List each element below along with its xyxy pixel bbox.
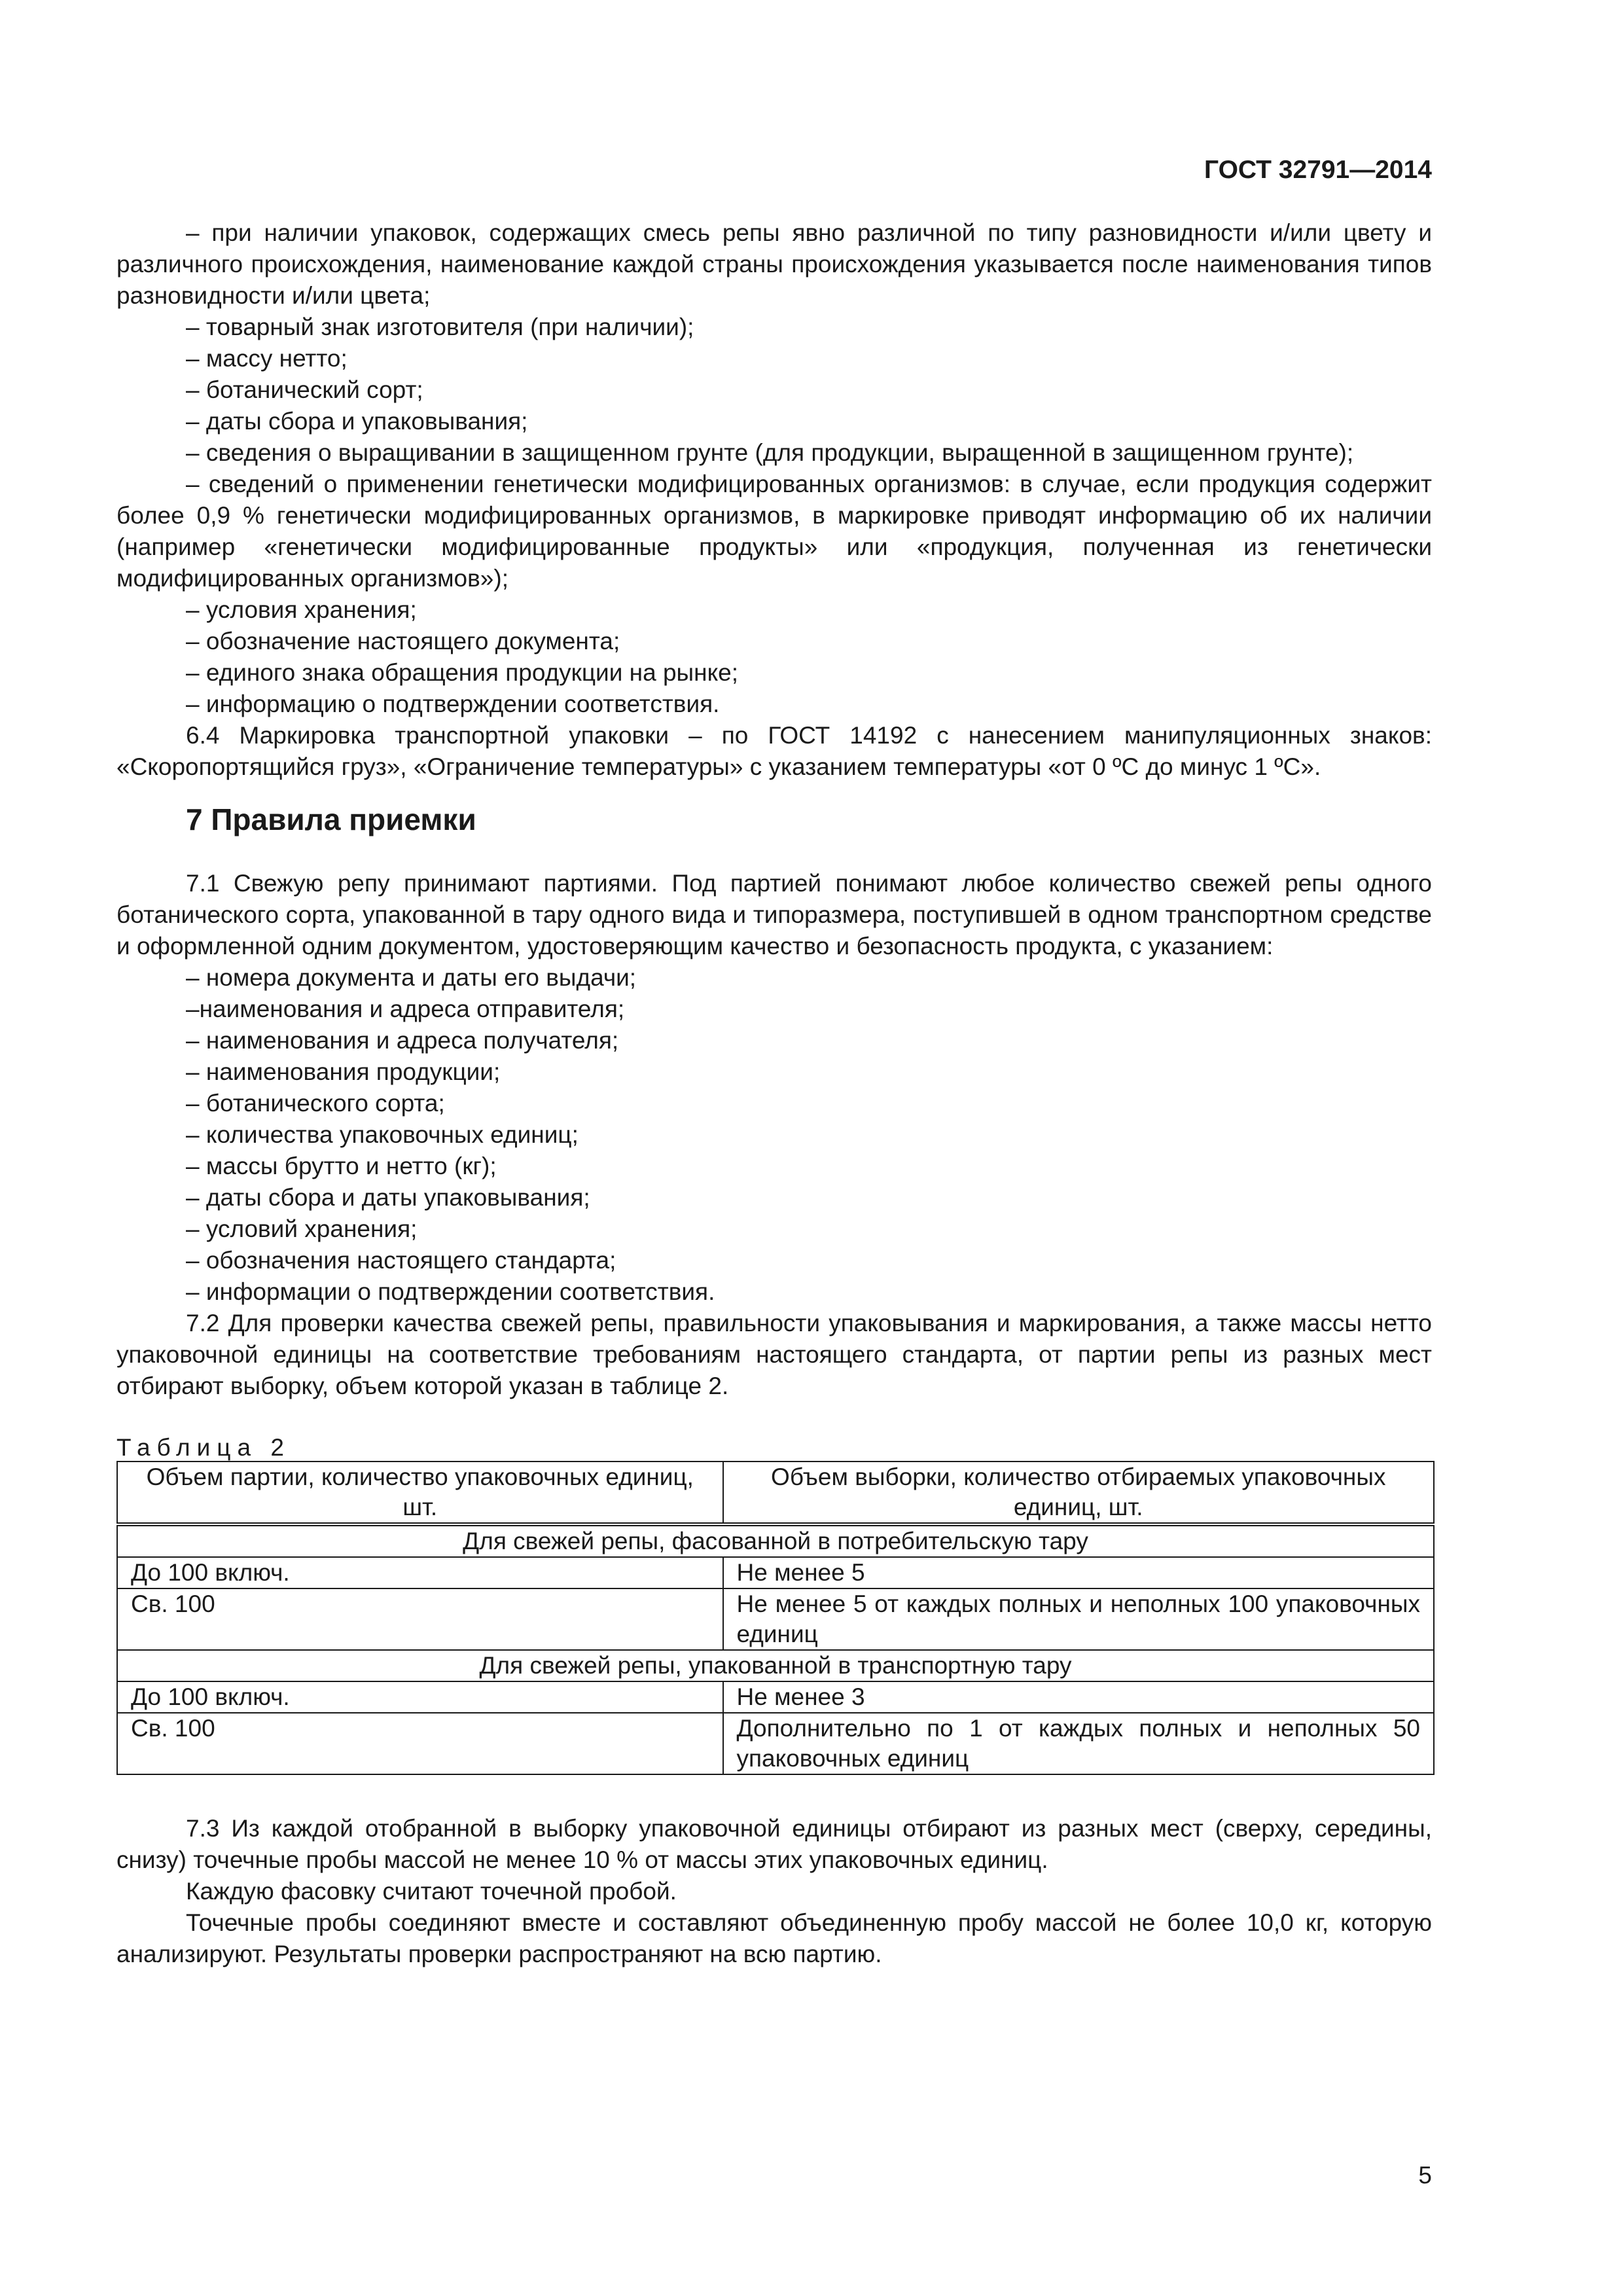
list-item: – условий хранения; bbox=[186, 1215, 418, 1242]
list-item: –наименования и адреса отправителя; bbox=[186, 996, 625, 1022]
table-cell: Не менее 5 от каждых полных и неполных 100 упаковочных единиц bbox=[723, 1588, 1434, 1650]
table-cell: Не менее 3 bbox=[723, 1681, 1434, 1713]
table-cell: Св. 100 bbox=[117, 1713, 723, 1774]
paragraph-7-3: 7.3 Из каждой отобранной в выборку упаковочной единицы отбирают из разных мест (сверху, середины, снизу) точечные пробы массой не менее 10 % от массы этих упаковочных единиц. bbox=[116, 1815, 1432, 1873]
table-cell: Дополнительно по 1 от каждых полных и неполных 50 упаковочных единиц bbox=[723, 1713, 1434, 1774]
list-item: – даты сбора и упаковывания; bbox=[186, 408, 528, 435]
table-group-title: Для свежей репы, фасованной в потребительскую тару bbox=[117, 1524, 1434, 1557]
table-group-row bbox=[117, 1524, 1434, 1557]
list-item: – номера документа и даты его выдачи; bbox=[186, 964, 637, 991]
table-cell: До 100 включ. bbox=[117, 1681, 723, 1713]
table-row bbox=[117, 1681, 1434, 1713]
list-item: – наименования и адреса получателя; bbox=[186, 1027, 619, 1054]
list-item: – обозначения настоящего стандарта; bbox=[186, 1247, 616, 1274]
page-number: 5 bbox=[1418, 2162, 1432, 2189]
list-item-gmo: – сведений о применении генетически модифицированных организмов: в случае, если продукция содержит более 0,9 % генетически модифицированных организмов, в маркировке приводят информацию об их наличии (например «генетически модифицированные продукты» или «продукция, полученная из генетически модифицированных организмов»); bbox=[116, 471, 1432, 592]
list-item: – массы брутто и нетто (кг); bbox=[186, 1153, 497, 1179]
list-item: – количества упаковочных единиц; bbox=[186, 1121, 579, 1148]
sampling-table bbox=[116, 1461, 1435, 1775]
column-header-sample-size: Объем выборки, количество отбираемых упаковочных единиц, шт. bbox=[723, 1462, 1434, 1524]
list-item: – товарный знак изготовителя (при наличии); bbox=[186, 314, 694, 340]
table-row bbox=[117, 1713, 1434, 1774]
table-caption: Таблица 2 bbox=[116, 1434, 291, 1461]
section-heading-7: 7 Правила приемки bbox=[186, 802, 476, 836]
table-cell: Не менее 5 bbox=[723, 1557, 1434, 1588]
table-group-row bbox=[117, 1650, 1434, 1681]
table-row bbox=[117, 1557, 1434, 1588]
paragraph-7-2: 7.2 Для проверки качества свежей репы, правильности упаковывания и маркирования, а также массы нетто упаковочной единицы на соответствие требованиям настоящего стандарта, от партии репы из разных мест отбирают выборку, объем которой указан в таблице 2. bbox=[116, 1310, 1432, 1399]
list-item: – ботанического сорта; bbox=[186, 1090, 445, 1117]
list-item: – массу нетто; bbox=[186, 345, 348, 372]
list-item-greenhouse: – сведения о выращивании в защищенном грунте (для продукции, выращенной в защищенном грунте); bbox=[186, 439, 1354, 466]
column-header-lot-size: Объем партии, количество упаковочных единиц, шт. bbox=[117, 1462, 723, 1524]
table-row bbox=[117, 1588, 1434, 1650]
list-item: – обозначение настоящего документа; bbox=[186, 628, 620, 655]
paragraph-7-1: 7.1 Свежую репу принимают партиями. Под партией понимают любое количество свежей репы одного ботанического сорта, упакованной в тару одного вида и типоразмера, поступившей в одном транспортном средстве и оформленной одним документом, удостоверяющим качество и безопасность продукта, с указанием: bbox=[116, 870, 1432, 960]
list-item: – условия хранения; bbox=[186, 596, 417, 623]
list-item-origin: – при наличии упаковок, содержащих смесь репы явно различной по типу разновидности и/или цвету и различного происхождения, наименование каждой страны происхождения указывается после наименования типов разновидности и/или цвета; bbox=[116, 219, 1432, 309]
list-item: – наименования продукции; bbox=[186, 1058, 501, 1085]
paragraph-7-3-point-sample: Каждую фасовку считают точечной пробой. bbox=[186, 1878, 677, 1905]
paragraph-6-4: 6.4 Маркировка транспортной упаковки – по ГОСТ 14192 с нанесением манипуляционных знаков: «Скоропортящийся груз», «Ограничение температуры» с указанием температуры «от 0 ºС до минус 1 ºС». bbox=[116, 722, 1432, 780]
list-item: – информацию о подтверждении соответствия. bbox=[186, 691, 720, 717]
table-group-title: Для свежей репы, упакованной в транспортную тару bbox=[117, 1650, 1434, 1681]
document-code-header: ГОСТ 32791—2014 bbox=[1204, 156, 1432, 184]
list-item: – ботанический сорт; bbox=[186, 376, 423, 403]
paragraph-7-3-combined-sample: Точечные пробы соединяют вместе и составляют объединенную пробу массой не более 10,0 кг, которую анализируют. Результаты проверки распространяют на всю партию. bbox=[116, 1909, 1432, 1967]
page-content bbox=[116, 217, 1432, 1970]
table-header-row bbox=[117, 1462, 1434, 1524]
table-cell: До 100 включ. bbox=[117, 1557, 723, 1588]
table-cell: Св. 100 bbox=[117, 1588, 723, 1650]
list-item: – информации о подтверждении соответствия. bbox=[186, 1278, 715, 1305]
list-item: – единого знака обращения продукции на рынке; bbox=[186, 659, 739, 686]
list-item: – даты сбора и даты упаковывания; bbox=[186, 1184, 590, 1211]
